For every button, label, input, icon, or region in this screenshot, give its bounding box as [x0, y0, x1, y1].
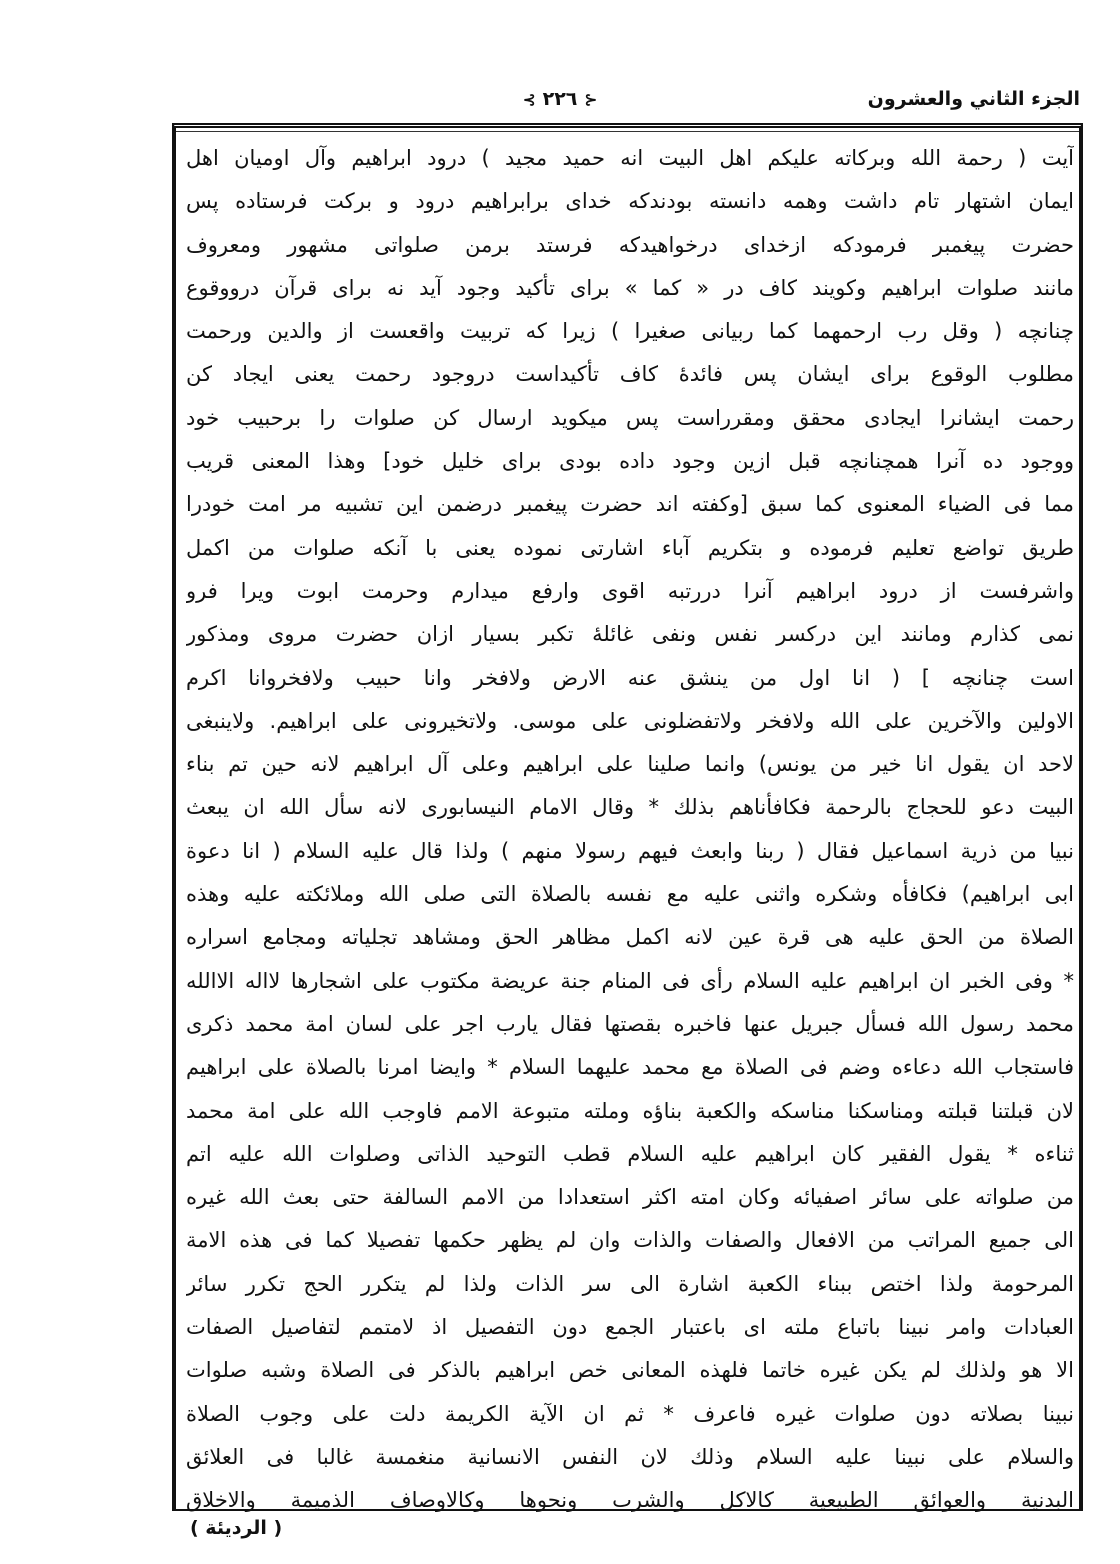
ornament-left-icon: ⊰	[584, 90, 598, 109]
ornament-right-icon: ⊱	[522, 90, 536, 109]
page-number-block	[440, 88, 680, 110]
text-line: نبيا من ذرية اسماعيل فقال ( ربنا وابعث فيهم رسولا منهم ) ولذا قال عليه السلام ( انا دعوة	[186, 838, 1074, 863]
text-line: فاستجاب الله دعاءه وضم فى الصلاة مع محمد عليهما السلام * وايضا امرنا بالصلاة على ابراهيم	[186, 1055, 1074, 1080]
text-line: حضرت پيغمبر فرمودكه ازخداى درخواهيدكه فرستد برمن صلواتى مشهور ومعروف	[186, 232, 1074, 257]
text-line: آيت ( رحمة الله وبركاته عليكم اهل البيت انه حميد مجيد ) درود ابراهيم وآل اوميان اهل	[186, 146, 1074, 170]
text-line: واشرفست از درود ابراهيم آنرا دررتبه اقوى وارفع ميدارم وحرمت ابوت ويرا فرو	[186, 578, 1074, 603]
running-title: الجزء الثاني والعشرون	[867, 88, 1080, 110]
catchword: ( الرديئة )	[190, 1517, 283, 1539]
text-line: محمد رسول الله فسأل جبريل عنها فاخبره بقصتها فقال يارب اجر على لسان امة محمد ذكرى	[186, 1011, 1074, 1036]
text-line: لان قبلتنا قبلته ومناسكنا مناسكه والكعبة بناؤه وملته متبوعة الامم فاوجب الله على امة محمد	[186, 1098, 1074, 1123]
text-line: رحمت ايشانرا ايجادى محقق ومقرراست پس ميكويد ارسال كن صلوات را برحبيب خود	[186, 405, 1074, 430]
text-line: الاولين والآخرين على الله ولافخر ولاتفضلونى على موسى. ولاتخيرونى على ابراهيم. ولاينبغى	[186, 708, 1074, 733]
text-line: است چنانچه ] ( انا اول من ينشق عنه الارض ولافخر وانا حبيب ولافخروانا اكرم	[186, 665, 1074, 690]
text-line: من صلواته على سائر اصفيائه وكان امته اكثر استعدادا من الامم السالفة حتى بعث الله غيره	[186, 1185, 1074, 1210]
text-line: الى جميع المراتب من الافعال والصفات والذات وان لم يظهر حكمها تفصيلا كما فى هذه الامة	[186, 1228, 1074, 1253]
text-line: * وفى الخبر ان ابراهيم عليه السلام رأى فى المنام جنة عريضة مكتوب على اشجارها لااله الاالله	[186, 968, 1074, 993]
text-line: والسلام على نبينا عليه السلام وذلك لان النفس الانسانية منغمسة غالبا فى العلائق	[186, 1444, 1074, 1469]
text-line: مما فى الضياء المعنوى كما سبق [وكفته اند حضرت پيغمبر درضمن اين تشبيه مر امت خودرا	[186, 492, 1074, 517]
body-text	[186, 137, 1074, 1523]
text-line: طريق تواضع تعليم فرموده و بتكريم آباء اشارتى نموده يعنى با آنكه صلوات من اكمل	[186, 535, 1074, 560]
frame-rule	[176, 131, 1079, 132]
text-line: لاحد ان يقول انا خير من يونس) وانما صلينا على ابراهيم وعلى آل ابراهيم لانه حين تم بناء	[186, 752, 1074, 777]
text-line: چنانچه ( وقل رب ارحمهما كما ربيانى صغيرا ) زيرا كه تربيت واقعست از والدين ورحمت	[186, 319, 1074, 344]
text-line: ووجود ده آنرا همچنانچه قبل ازين وجود داده بودى براى خليل خود] وهذا المعنى قريب	[186, 449, 1074, 474]
page-number: ٢٢٦	[542, 88, 578, 110]
text-line: نمى كذارم ومانند اين دركسر نفس ونفى غائلهٔ تكبر بسيار ازان حضرت مروى ومذكور	[186, 622, 1074, 647]
text-line: ايمان اشتهار تام داشت وهمه دانسته بودندكه خداى برابراهيم درود و بركت فرستاده پس	[186, 189, 1074, 214]
page-header	[440, 88, 1080, 118]
text-line: مطلوب الوقوع براى ايشان پس فائدهٔ كاف تأكيداست دروجود رحمت يعنى ايجاد كن	[186, 362, 1074, 387]
text-line: نبينا بصلاته دون صلوات غيره فاعرف * ثم ان الآية الكريمة دلت على وجوب الصلاة	[186, 1401, 1074, 1426]
text-line: الا هو ولذلك لم يكن غيره خاتما فلهذه المعانى خص ابراهيم بالذكر فى الصلاة وشبه صلوات	[186, 1358, 1074, 1383]
text-line: ابى ابراهيم) فكافأه وشكره واثنى عليه مع نفسه بالصلاة التى صلى الله وملائكته عليه وهذه	[186, 882, 1074, 907]
text-line: البدنية والعوائق الطبيعية كالاكل والشرب ونحوها وكالاوصاف الذميمة والاخلاق	[186, 1488, 1074, 1513]
text-line: ثناءه * يقول الفقير كان ابراهيم عليه السلام قطب التوحيد الذاتى وصلوات الله عليه اتم	[186, 1141, 1074, 1166]
text-line: الصلاة من الحق عليه هى قرة عين لانه اكمل مظاهر الحق ومشاهد تجلياته ومجامع اسراره	[186, 925, 1074, 950]
text-line: المرحومة ولذا اختص ببناء الكعبة اشارة الى سر الذات ولذا لم يتكرر الحج تكرر سائر	[186, 1271, 1074, 1296]
text-line: البيت دعو للحجاج بالرحمة فكافأناهم بذلك * وقال الامام النيسابورى لانه سأل الله ان يبعث	[186, 795, 1074, 820]
text-line: العبادات وامر نبينا باتباع ملته اى باعتبار الجمع دون التفصيل اذ لامتمم لتفاصيل الصفات	[186, 1315, 1074, 1340]
text-line: مانند صلوات ابراهيم وكويند كاف در « كما » براى تأكيد وجود آيد نه براى قرآن درووقوع	[186, 275, 1074, 300]
